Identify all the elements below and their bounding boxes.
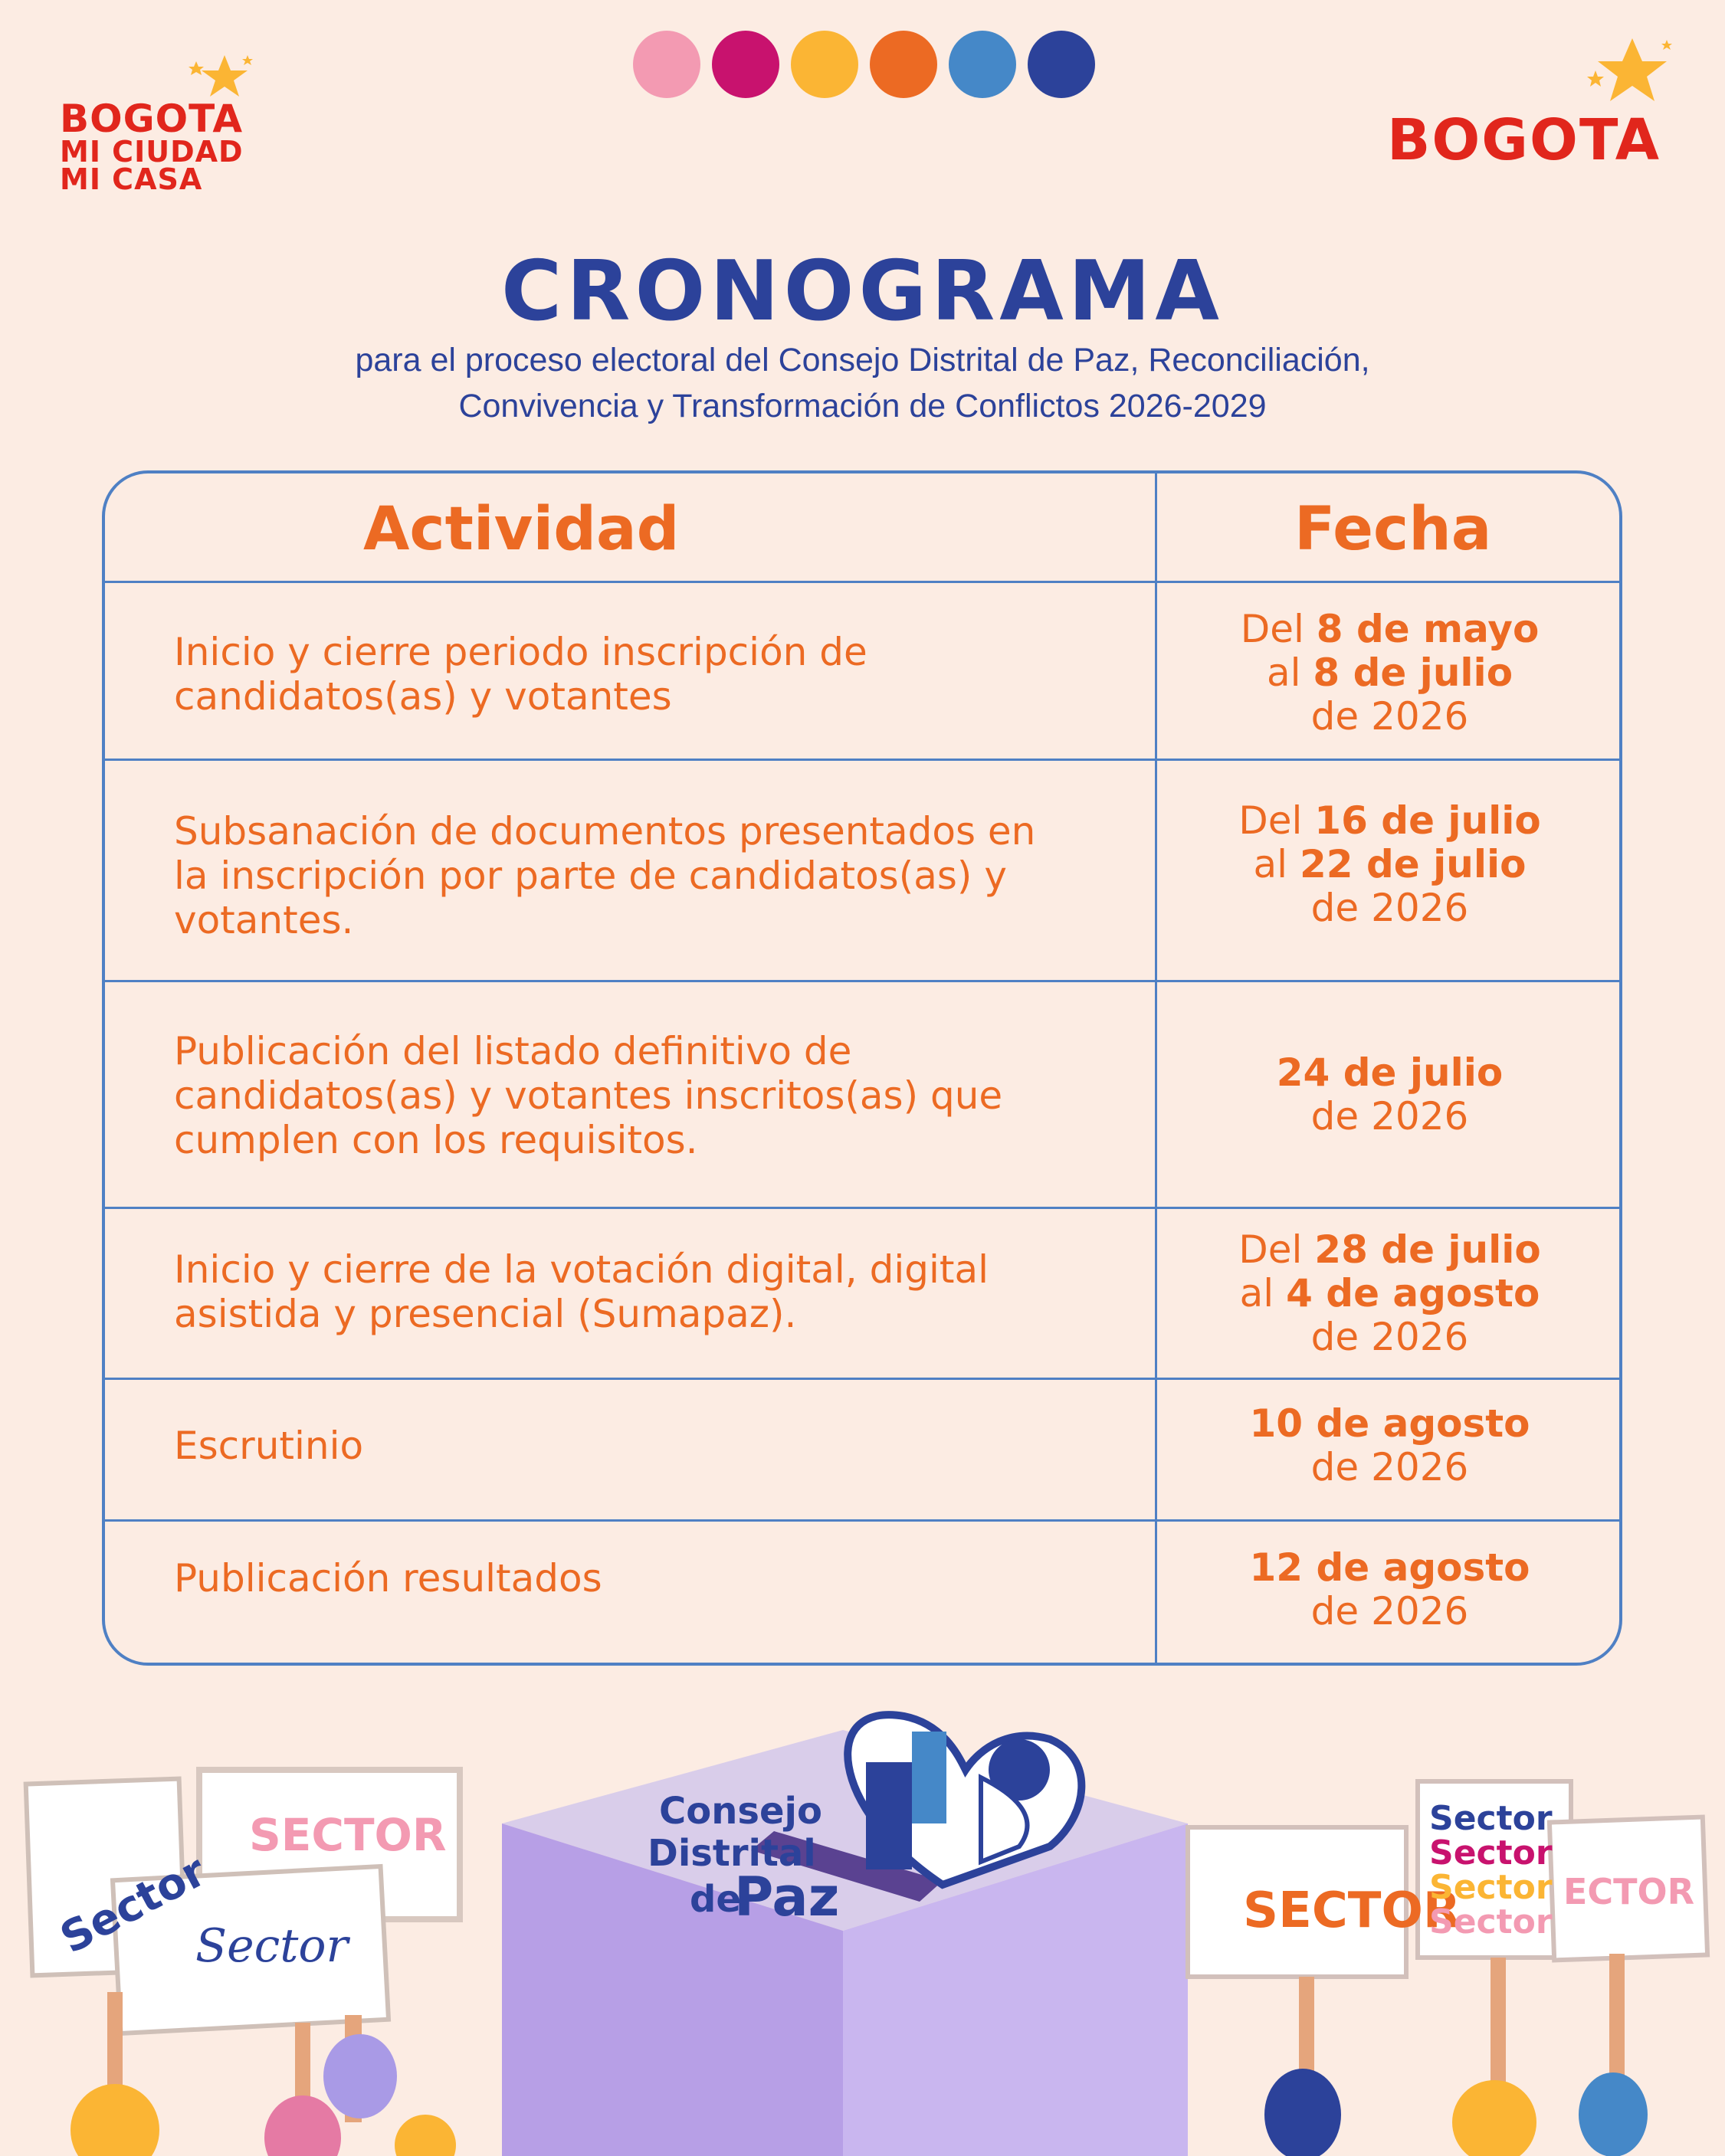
- activity-line: candidatos(as) y votantes: [174, 674, 672, 719]
- page-subtitle: [0, 337, 1725, 429]
- date-line: 24 de julio: [1276, 1050, 1504, 1095]
- activity-line: Inicio y cierre de la votación digital, digital: [174, 1247, 989, 1292]
- logo-text: BOGOTA: [60, 97, 244, 141]
- ballot-box-icon: [502, 1730, 1188, 2156]
- date-line: de 2026: [1310, 694, 1469, 739]
- activity-line: cumplen con los requisitos.: [174, 1118, 698, 1162]
- color-dot: [791, 31, 858, 98]
- date-line: Del 8 de mayo: [1240, 607, 1540, 651]
- sign-text: Sector: [52, 1846, 215, 1964]
- sign-text: ECTOR: [1563, 1871, 1695, 1912]
- activity-line: votantes.: [174, 898, 354, 942]
- date-line: de 2026: [1310, 1445, 1469, 1489]
- color-dot: [712, 31, 779, 98]
- date-cell: [1157, 608, 1622, 739]
- activity-line: candidatos(as) y votantes inscritos(as) que: [174, 1073, 1003, 1118]
- date-line: Del 16 de julio: [1238, 798, 1541, 843]
- row-divider: [105, 1519, 1619, 1522]
- activity-line: la inscripción por parte de candidatos(as) y: [174, 854, 1007, 898]
- date-line: 12 de agosto: [1249, 1545, 1530, 1590]
- color-dots: [633, 31, 1095, 98]
- column-header-activity: Actividad: [363, 495, 680, 564]
- activity-line: Publicación del listado definitivo de: [174, 1029, 852, 1073]
- date-cell: [1157, 1546, 1622, 1633]
- color-dot: [633, 31, 700, 98]
- row-divider: [105, 759, 1619, 761]
- bogota-mi-ciudad-logo: [60, 54, 259, 199]
- sign-text: Sector: [1429, 1868, 1553, 1907]
- row-divider: [105, 1207, 1619, 1209]
- date-cell: [1157, 1051, 1622, 1139]
- date-cell: [1157, 1228, 1622, 1359]
- subtitle-line: para el proceso electoral del Consejo Distrital de Paz, Reconciliación,: [355, 342, 1370, 378]
- activity-cell: [174, 1247, 1140, 1336]
- row-divider: [105, 980, 1619, 982]
- logo-text: Consejo: [659, 1790, 822, 1833]
- page-title: CRONOGRAMA: [501, 244, 1224, 339]
- sign-text: Sector: [1429, 1799, 1553, 1838]
- color-dot: [949, 31, 1016, 98]
- date-cell: [1157, 799, 1622, 930]
- activity-line: Subsanación de documentos presentados en: [174, 809, 1036, 854]
- bogota-logo: [1379, 31, 1686, 184]
- date-line: 10 de agosto: [1249, 1401, 1530, 1446]
- color-dot: [870, 31, 937, 98]
- logo-text: MI CIUDAD: [60, 135, 244, 169]
- date-line: de 2026: [1310, 1315, 1469, 1359]
- activity-line: asistida y presencial (Sumapaz).: [174, 1292, 797, 1336]
- sign-text: Sector: [1429, 1902, 1553, 1941]
- activity-cell: [174, 630, 1140, 719]
- date-line: al 22 de julio: [1253, 842, 1527, 886]
- activity-line: Publicación resultados: [174, 1556, 602, 1601]
- date-line: de 2026: [1310, 1589, 1469, 1633]
- logo-text: MI CASA: [60, 162, 203, 196]
- activity-line: Escrutinio: [174, 1424, 364, 1468]
- row-divider: [105, 1378, 1619, 1380]
- logo-text: Distrital: [648, 1832, 816, 1875]
- row-divider: [105, 581, 1619, 583]
- logo-text: de: [690, 1878, 741, 1921]
- activity-cell: [174, 809, 1140, 942]
- date-line: Del 28 de julio: [1238, 1227, 1541, 1272]
- date-line: de 2026: [1310, 886, 1469, 930]
- sign-text: Sector: [1429, 1833, 1553, 1873]
- sign-text: SECTOR: [249, 1809, 447, 1861]
- date-cell: [1157, 1402, 1622, 1489]
- subtitle-line: Convivencia y Transformación de Conflictos 2026-2029: [458, 388, 1267, 424]
- date-line: al 8 de julio: [1266, 650, 1513, 695]
- activity-cell: [174, 1029, 1140, 1162]
- date-line: de 2026: [1310, 1094, 1469, 1139]
- column-header-date: Fecha: [1294, 495, 1492, 564]
- color-dot: [1028, 31, 1095, 98]
- activity-cell: [174, 1424, 1140, 1468]
- activity-line: Inicio y cierre periodo inscripción de: [174, 630, 867, 674]
- sign-text: SECTOR: [1243, 1882, 1461, 1939]
- schedule-table: [102, 470, 1622, 1666]
- date-line: al 4 de agosto: [1239, 1271, 1540, 1316]
- footer-illustration: [0, 1686, 1725, 2156]
- activity-cell: [174, 1556, 1140, 1601]
- sign-text: Sector: [195, 1919, 349, 1973]
- logo-text: Paz: [734, 1866, 840, 1928]
- logo-text: BOGOTA: [1387, 107, 1661, 173]
